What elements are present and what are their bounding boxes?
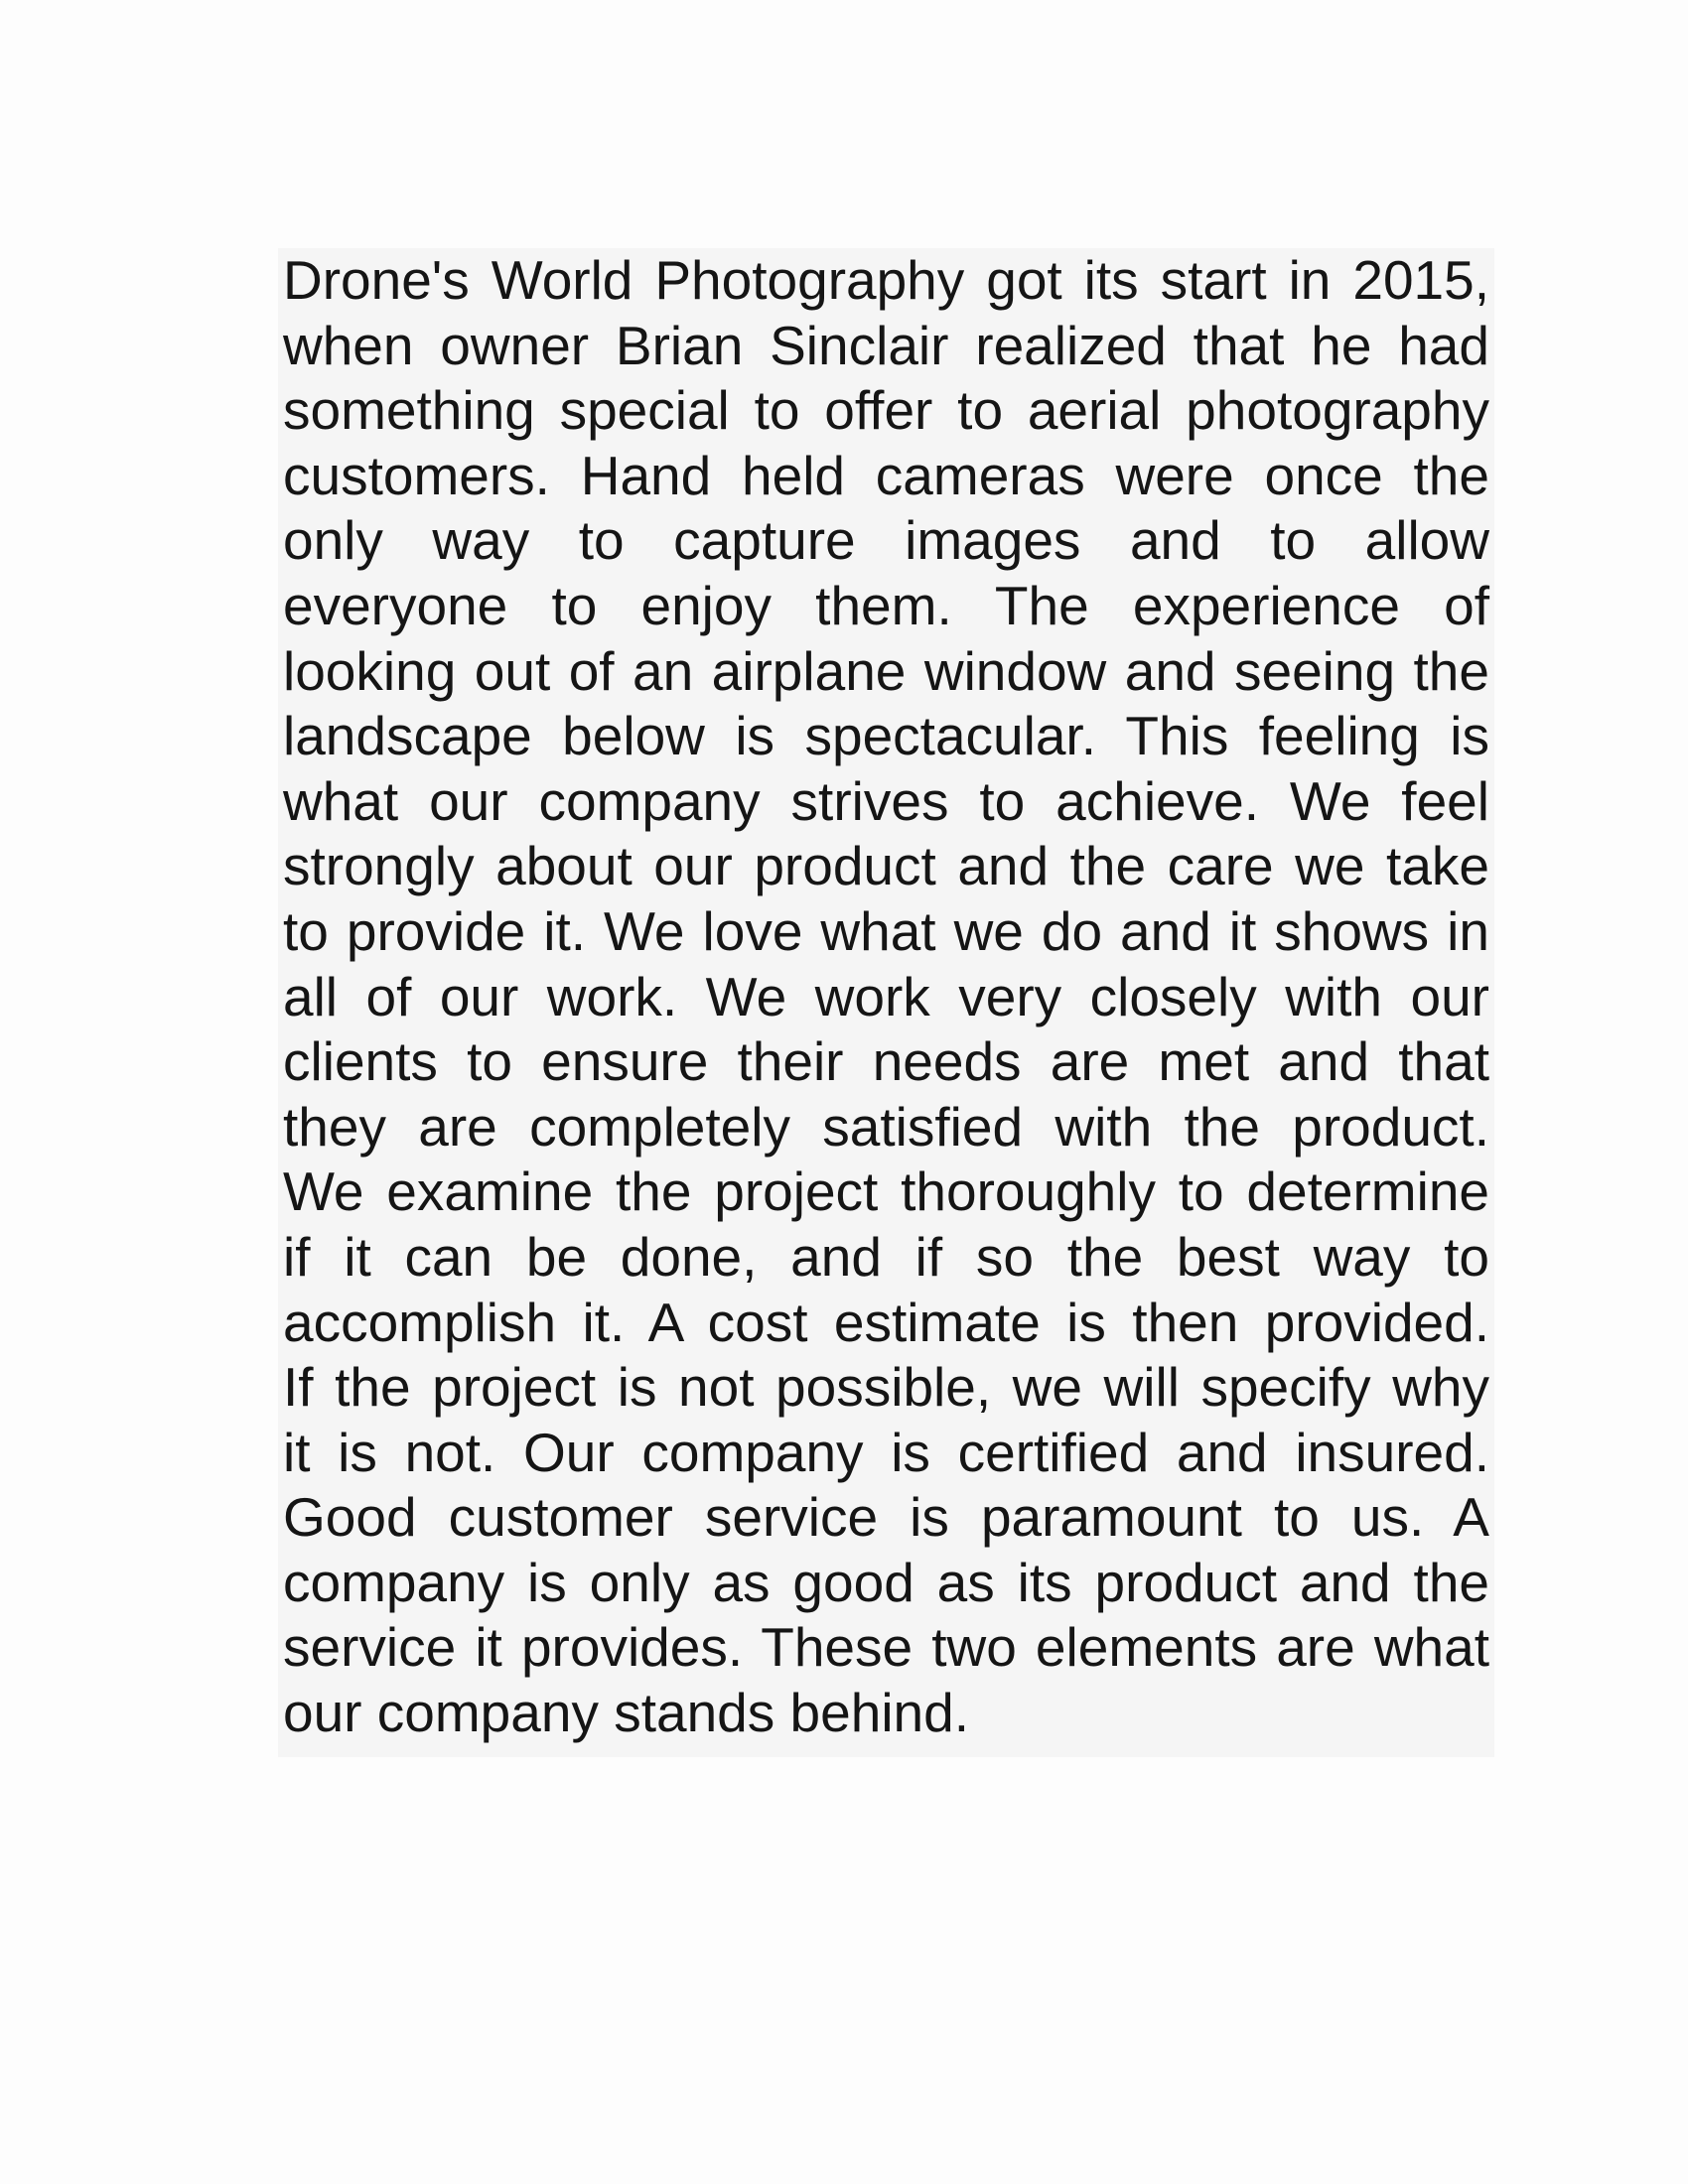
paragraph-line: everyone to enjoy them. The experience of xyxy=(283,574,1489,636)
paragraph-line: service it provides. These two elements are what xyxy=(283,1616,1489,1679)
paragraph-line: looking out of an airplane window and seeing the xyxy=(283,639,1489,702)
paragraph-line: they are completely satisfied with the product. xyxy=(283,1095,1489,1158)
paragraph-line: We examine the project thoroughly to determine xyxy=(283,1160,1489,1223)
paragraph-line: only way to capture images and to allow xyxy=(283,509,1489,572)
paragraph-line: landscape below is spectacular. This feeling is xyxy=(283,705,1489,767)
paragraph-line: clients to ensure their needs are met and that xyxy=(283,1030,1489,1093)
paragraph-line: strongly about our product and the care we take xyxy=(283,835,1489,897)
paragraph-line: customers. Hand held cameras were once the xyxy=(283,444,1489,506)
paragraph-line: if it can be done, and if so the best way to xyxy=(283,1225,1489,1288)
paragraph-line: Drone's World Photography got its start in 2015, xyxy=(283,249,1489,311)
paragraph-line: accomplish it. A cost estimate is then provided. xyxy=(283,1291,1489,1353)
paragraph-line: If the project is not possible, we will specify why xyxy=(283,1356,1489,1419)
paragraph-line: company is only as good as its product and the xyxy=(283,1551,1489,1613)
paragraph-line: Good customer service is paramount to us. A xyxy=(283,1486,1489,1549)
paragraph-line: our company stands behind. xyxy=(283,1682,969,1744)
paragraph-line: what our company strives to achieve. We feel xyxy=(283,769,1489,832)
paragraph-line: it is not. Our company is certified and insured. xyxy=(283,1421,1489,1483)
paragraph-line: to provide it. We love what we do and it shows in xyxy=(283,899,1489,962)
body-paragraph xyxy=(278,248,1494,1757)
paragraph-line: something special to offer to aerial photography xyxy=(283,379,1489,442)
paragraph-line: all of our work. We work very closely with our xyxy=(283,965,1489,1027)
paragraph-line: when owner Brian Sinclair realized that he had xyxy=(283,314,1489,376)
